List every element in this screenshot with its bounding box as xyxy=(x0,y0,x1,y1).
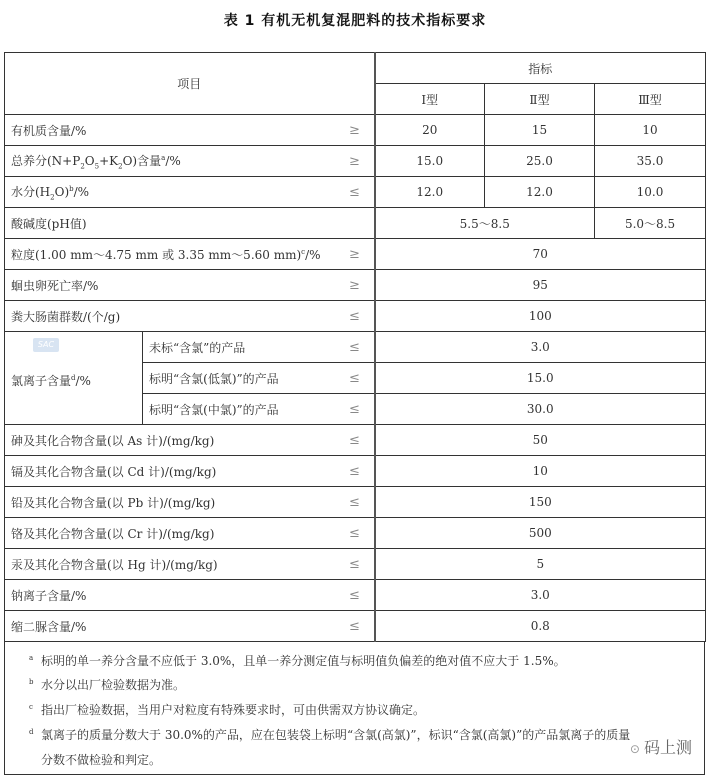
header-type-2: Ⅱ型 xyxy=(485,84,595,115)
row-label: 铬及其化合物含量(以 Cr 计)/(mg/kg) xyxy=(5,518,336,549)
value-all: 5 xyxy=(375,549,706,580)
footnotes xyxy=(4,641,705,775)
footnote-mark: c xyxy=(29,703,33,711)
value-all: 0.8 xyxy=(375,611,706,642)
value-all: 50 xyxy=(375,425,706,456)
row-label: 钠离子含量/% xyxy=(5,580,336,611)
operator xyxy=(336,208,375,239)
row-label: 酸碱度(pH值) xyxy=(5,208,336,239)
footnote-text: 指出厂检验数据，当用户对粒度有特殊要求时，可由供需双方协议确定。 xyxy=(41,703,426,717)
table-row xyxy=(5,332,706,363)
value-type-1: 20 xyxy=(375,115,485,146)
row-label: 镉及其化合物含量(以 Cd 计)/(mg/kg) xyxy=(5,456,336,487)
footnote-a xyxy=(29,649,696,674)
chloride-label-cell xyxy=(5,332,143,425)
header-type-1: Ⅰ型 xyxy=(375,84,485,115)
value-type-1: 15.0 xyxy=(375,146,485,177)
operator: ≤ xyxy=(336,549,375,580)
row-label: 蛔虫卵死亡率/% xyxy=(5,270,336,301)
value-all: 100 xyxy=(375,301,706,332)
value-all: 3.0 xyxy=(375,580,706,611)
operator: ≤ xyxy=(336,518,375,549)
row-label: 砷及其化合物含量(以 As 计)/(mg/kg) xyxy=(5,425,336,456)
value-all: 70 xyxy=(375,239,706,270)
operator: ≤ xyxy=(336,580,375,611)
row-label: 未标“含氯”的产品 xyxy=(143,332,336,363)
table-row xyxy=(5,239,706,270)
table-row xyxy=(5,270,706,301)
row-label: 有机质含量/% xyxy=(5,115,336,146)
row-label: 水分$(H_2O)^b/\%$ xyxy=(5,177,336,208)
value-all: 30.0 xyxy=(375,394,706,425)
table-title: 表 1 有机无机复混肥料的技术指标要求 xyxy=(223,13,487,29)
value-type-2: 15 xyxy=(485,115,595,146)
row-label: 总养分$(N+P_2O_5+K_2O)$含量$^a$/% xyxy=(5,146,336,177)
spec-table xyxy=(4,52,706,642)
operator: ≥ xyxy=(336,270,375,301)
footnote-b xyxy=(29,673,696,698)
footnote-text: 水分以出厂检验数据为准。 xyxy=(41,678,186,692)
footnote-mark: a xyxy=(29,654,34,662)
row-label: 缩二脲含量/% xyxy=(5,611,336,642)
row-label: 粒度(1.00 mm～4.75 mm 或 3.35 mm～5.60 mm)$^c$/% xyxy=(5,239,336,270)
table-row xyxy=(5,208,706,239)
row-label: 粪大肠菌群数/(个/g) xyxy=(5,301,336,332)
table-row xyxy=(5,177,706,208)
footnote-mark: b xyxy=(29,678,34,686)
table-row xyxy=(5,115,706,146)
sac-watermark: SAC xyxy=(33,338,59,352)
operator: ≥ xyxy=(336,146,375,177)
table-row xyxy=(5,580,706,611)
watermark xyxy=(630,735,692,758)
header-item: 项目 xyxy=(5,53,375,115)
footnote-text: 氯离子的质量分数大于 30.0%的产品，应在包装袋上标明“含氯(高氯)”，标识“含氯(高氯)”的产品氯离子的质量分数不做检验和判定。 xyxy=(41,728,631,767)
value-all: 10 xyxy=(375,456,706,487)
value-type-2: 12.0 xyxy=(485,177,595,208)
operator: ≤ xyxy=(336,456,375,487)
value-all: 500 xyxy=(375,518,706,549)
operator: ≤ xyxy=(336,425,375,456)
operator: ≤ xyxy=(336,363,375,394)
header-type-3: Ⅲ型 xyxy=(595,84,706,115)
footnote-d xyxy=(29,723,641,773)
row-label: 汞及其化合物含量(以 Hg 计)/(mg/kg) xyxy=(5,549,336,580)
footnote-text: 标明的单一养分含量不应低于 3.0%，且单一养分测定值与标明值负偏差的绝对值不应大于 1.5%。 xyxy=(41,654,566,668)
table-row xyxy=(5,549,706,580)
value-type-3: 5.0～8.5 xyxy=(595,208,706,239)
operator: ≤ xyxy=(336,487,375,518)
table-row xyxy=(5,301,706,332)
table-row xyxy=(5,425,706,456)
table-row xyxy=(5,456,706,487)
value-type-3: 10 xyxy=(595,115,706,146)
table-row xyxy=(5,611,706,642)
watermark-text: 码上测 xyxy=(643,738,692,757)
row-label: 标明“含氯(中氯)”的产品 xyxy=(143,394,336,425)
operator: ≤ xyxy=(336,332,375,363)
table-row xyxy=(5,487,706,518)
operator: ≤ xyxy=(336,394,375,425)
chloride-label: 氯离子含量$^d$/% xyxy=(11,374,91,388)
operator: ≥ xyxy=(336,239,375,270)
value-all: 150 xyxy=(375,487,706,518)
wechat-icon: ⊙ xyxy=(629,742,640,756)
header-indicator: 指标 xyxy=(375,53,706,84)
operator: ≤ xyxy=(336,611,375,642)
row-label: 标明“含氯(低氯)”的产品 xyxy=(143,363,336,394)
value-type-2: 25.0 xyxy=(485,146,595,177)
value-type-1: 12.0 xyxy=(375,177,485,208)
table-row xyxy=(5,518,706,549)
value-all: 95 xyxy=(375,270,706,301)
operator: ≤ xyxy=(336,301,375,332)
value-all: 3.0 xyxy=(375,332,706,363)
operator: ≥ xyxy=(336,115,375,146)
value-type-3: 35.0 xyxy=(595,146,706,177)
footnote-mark: d xyxy=(29,728,34,736)
row-label: 铅及其化合物含量(以 Pb 计)/(mg/kg) xyxy=(5,487,336,518)
value-type-1-2: 5.5～8.5 xyxy=(375,208,595,239)
footnote-c xyxy=(29,698,696,723)
operator: ≤ xyxy=(336,177,375,208)
value-type-3: 10.0 xyxy=(595,177,706,208)
table-row xyxy=(5,146,706,177)
value-all: 15.0 xyxy=(375,363,706,394)
